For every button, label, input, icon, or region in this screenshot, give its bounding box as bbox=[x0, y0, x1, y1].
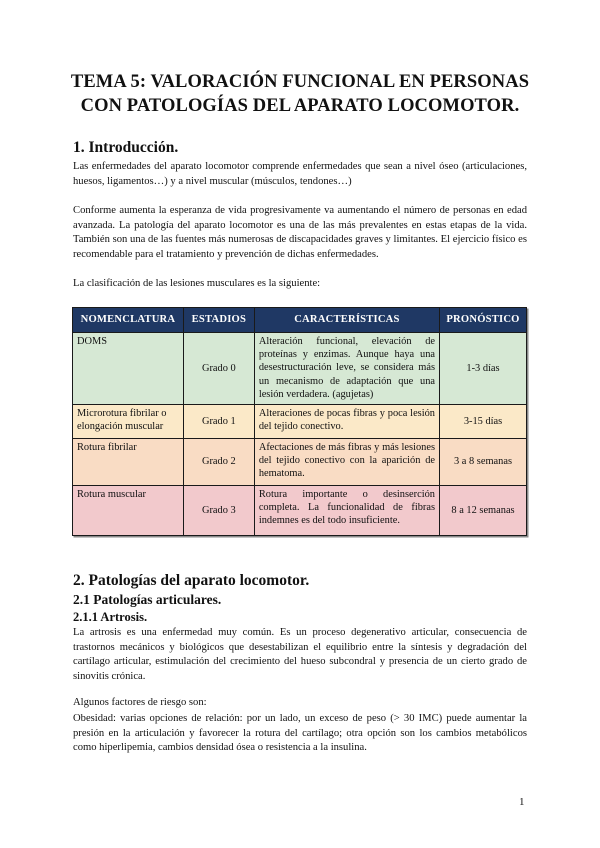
cell-estadio: Grado 1 bbox=[183, 405, 254, 439]
page-number: 1 bbox=[519, 796, 525, 808]
table-row bbox=[73, 333, 527, 405]
section-heading-introduccion: 1. Introducción. bbox=[73, 139, 179, 156]
artrosis-paragraph-3: Obesidad: varias opciones de relación: por un lado, un exceso de peso (> 30 IMC) puede aumentar la presión en la articulación y favorecer la rotura del cartílago; otra opción son los cambios metabólicos como hiperlipemia, cambios densidad ósea o resistencia a la insulina. bbox=[73, 713, 527, 754]
artrosis-paragraph-2: Algunos factores de riesgo son: bbox=[73, 697, 207, 708]
title-line-2: CON PATOLOGÍAS DEL APARATO LOCOMOTOR. bbox=[80, 96, 520, 116]
subsection-heading-articulares: 2.1 Patologías articulares. bbox=[73, 592, 222, 607]
cell-caracteristicas: Alteraciones de pocas fibras y poca lesión del tejido conectivo. bbox=[254, 405, 439, 439]
subsubsection-heading-artrosis: 2.1.1 Artrosis. bbox=[73, 610, 148, 624]
header-nomenclatura: NOMENCLATURA bbox=[73, 308, 184, 333]
cell-caracteristicas: Afectaciones de más fibras y más lesiones del tejido conectivo con la aparición de hematoma. bbox=[254, 439, 439, 486]
table-row bbox=[73, 439, 527, 486]
artrosis-paragraph-1: La artrosis es una enfermedad muy común. Es un proceso degenerativo articular, consecuencia de trastornos mecánicos y biológicos que desestabilizan el equilibrio entre la síntesis y degradación del cartílago articular, estimulación del crecimiento del hueso subcondral y presencia de un cierto grado de sinovitis crónica. bbox=[73, 627, 527, 682]
table-row bbox=[73, 486, 527, 536]
cell-pronostico: 8 a 12 semanas bbox=[440, 486, 527, 536]
cell-caracteristicas: Rotura importante o desinserción completa. La funcionalidad de fibras indemnes es del todo insuficiente. bbox=[254, 486, 439, 536]
cell-pronostico: 3 a 8 semanas bbox=[440, 439, 527, 486]
cell-pronostico: 1-3 días bbox=[440, 333, 527, 405]
cell-nomenclatura: Rotura fibrilar bbox=[73, 439, 184, 486]
header-estadios: ESTADIOS bbox=[183, 308, 254, 333]
cell-estadio: Grado 0 bbox=[183, 333, 254, 405]
title-line-1: TEMA 5: VALORACIÓN FUNCIONAL EN PERSONAS bbox=[70, 72, 530, 92]
section-heading-patologias: 2. Patologías del aparato locomotor. bbox=[73, 572, 310, 589]
cell-nomenclatura: DOMS bbox=[73, 333, 184, 405]
cell-estadio: Grado 2 bbox=[183, 439, 254, 486]
document-title bbox=[40, 70, 560, 118]
header-pronostico: PRONÓSTICO bbox=[440, 308, 527, 333]
cell-estadio: Grado 3 bbox=[183, 486, 254, 536]
muscle-injury-table bbox=[72, 307, 527, 536]
cell-pronostico: 3-15 días bbox=[440, 405, 527, 439]
intro-paragraph-1: Las enfermedades del aparato locomotor comprende enfermedades que sean a nivel óseo (articulaciones, huesos, ligamentos…) y a nivel muscular (músculos, tendones…) bbox=[73, 161, 527, 187]
cell-nomenclatura: Microrotura fibrilar o elongación muscular bbox=[73, 405, 184, 439]
table-header-row bbox=[73, 308, 527, 333]
intro-paragraph-3: La clasificación de las lesiones musculares es la siguiente: bbox=[73, 278, 321, 289]
cell-nomenclatura: Rotura muscular bbox=[73, 486, 184, 536]
header-caracteristicas: CARACTERÍSTICAS bbox=[254, 308, 439, 333]
intro-paragraph-2: Conforme aumenta la esperanza de vida progresivamente va aumentando el número de personas en edad avanzada. La patología del aparato locomotor es una de las más prevalentes en estas etapas de la vida. También son una de las fuentes más numerosas de discapacidades graves y limitantes. El ejercicio físico es recomendable para el tratamiento y prevención de dichas enfermedades. bbox=[73, 205, 527, 260]
table-row bbox=[73, 405, 527, 439]
cell-caracteristicas: Alteración funcional, elevación de proteínas y enzimas. Aunque haya una desestructuración leve, se considera más un mecanismo de adaptación que una lesión verdadera. (agujetas) bbox=[254, 333, 439, 405]
